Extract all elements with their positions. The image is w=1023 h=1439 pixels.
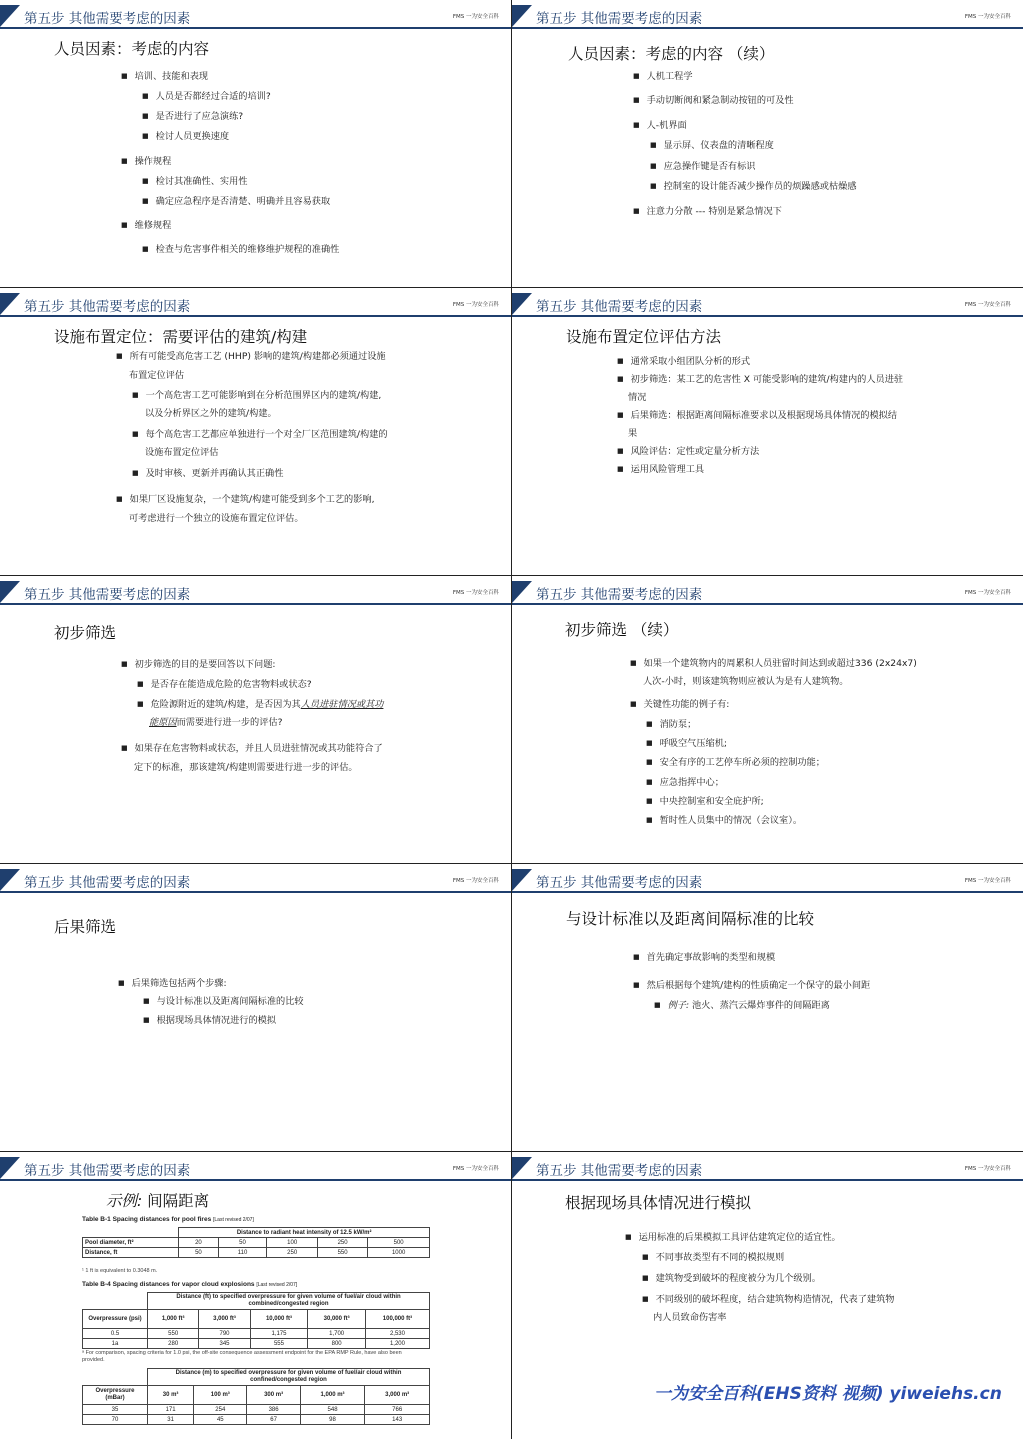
table-cell: 98 (300, 1415, 365, 1425)
slide-9 (0, 1152, 511, 1439)
table-row (83, 1405, 430, 1415)
slide-header-title: 第五步 其他需要考虑的因素 (24, 587, 191, 603)
sub-bullet: ■ 控制室的设计能否减少操作员的烦躁感或枯燥感 (650, 181, 857, 193)
table-cell: 1000 (368, 1248, 430, 1258)
sub-bullet: ■ 及时审核、更新并再确认其正确性 (132, 468, 283, 480)
slide-header-title: 第五步 其他需要考虑的因素 (24, 299, 191, 315)
pool-fire-table (82, 1227, 430, 1258)
slide-header-title: 第五步 其他需要考虑的因素 (536, 11, 703, 27)
slide-10 (512, 1152, 1023, 1439)
table-header-row (83, 1310, 430, 1329)
table-cell: 35 (83, 1405, 148, 1415)
table-cell: 1a (83, 1339, 148, 1349)
header-logo: FMS 一为安全百科 (964, 14, 1011, 20)
slide-header-title: 第五步 其他需要考虑的因素 (536, 875, 703, 891)
sub-bullet (654, 1000, 830, 1012)
row-divider (0, 575, 1023, 576)
table-row (83, 1238, 430, 1248)
sub-bullet: ■ 是否进行了应急演练? (142, 111, 243, 123)
sub-bullet: ■ 每个高危害工艺都应单独进行一个对全厂区范围建筑/构建的 (132, 429, 388, 441)
example-label: 示例: (106, 1192, 143, 1210)
bullet-continuation: 布置定位评估 (129, 370, 185, 381)
table-footnote: ¹ 1 ft is equivalent to 0.3048 m. (82, 1268, 158, 1274)
header-rule (0, 27, 511, 29)
header-triangle-icon (512, 5, 532, 27)
header-triangle-icon (0, 869, 20, 891)
header-rule (512, 1179, 1023, 1181)
table-cell: 70 (83, 1415, 148, 1425)
sub-bullet-text: 危险源附近的建筑/构建，是否因为其 (150, 699, 301, 710)
sub-bullet: ■ 确定应急程序是否清楚、明确并且容易获取 (142, 196, 330, 208)
sub-bullet: ■ 应急操作键是否有标识 (650, 161, 756, 173)
slide-4 (512, 288, 1023, 575)
header-triangle-icon (512, 1157, 532, 1179)
table-cell: 1,200 (365, 1339, 429, 1349)
bullet: ■ 风险评估：定性或定量分析方法 (617, 446, 759, 458)
table-cell: 300 m³ (247, 1386, 300, 1405)
header-rule (512, 27, 1023, 29)
sub-bullet: ■ 建筑物受到破坏的程度被分为几个级别。 (642, 1273, 821, 1285)
bullet-continuation: 果 (628, 428, 638, 439)
table-cell: 100 (267, 1238, 317, 1248)
table-cell: 1,175 (250, 1329, 308, 1339)
table-cell: 10,000 ft³ (250, 1310, 308, 1329)
table-cell (83, 1369, 148, 1386)
table-cell: 500 (368, 1238, 430, 1248)
bullet: ■ 运用标准的后果模拟工具评估建筑定位的适宜性。 (625, 1232, 841, 1244)
table-cell: 1,000 m³ (300, 1386, 365, 1405)
table-row (83, 1415, 430, 1425)
vce-table-ft (82, 1292, 430, 1349)
slide-5 (0, 576, 511, 863)
sub-bullet: ■ 一个高危害工艺可能影响到在分析范围界区内的建筑/构建, (132, 390, 381, 402)
sub-bullet: ■ 不同事故类型有不同的模拟规则 (642, 1252, 784, 1264)
table-cell: 110 (218, 1248, 267, 1258)
bullet: ■ 通常采取小组团队分析的形式 (617, 356, 750, 368)
slide-title: 与设计标准以及距离间隔标准的比较 (566, 910, 815, 928)
bullet-continuation: 可考虑进行一个独立的设施布置定位评估。 (129, 513, 304, 524)
table-cell: 250 (317, 1238, 367, 1248)
slide-title: 设施布置定位评估方法 (566, 328, 722, 346)
table-cell: 143 (365, 1415, 430, 1425)
sub-bullet: ■ 应急指挥中心； (646, 777, 724, 789)
bullet: ■ 操作规程 (121, 156, 171, 168)
table-cell: 280 (148, 1339, 199, 1349)
slide-header-title: 第五步 其他需要考虑的因素 (536, 299, 703, 315)
bullet-continuation (149, 717, 283, 729)
header-logo: FMS 一为安全百科 (964, 878, 1011, 884)
continuation-text: 而需要进行进一步的评估? (176, 717, 283, 728)
slide-title: 设施布置定位：需要评估的建筑/构建 (54, 328, 308, 346)
slide-header-title: 第五步 其他需要考虑的因素 (536, 1163, 703, 1179)
sub-bullet: ■ 安全有序的工艺停车所必须的控制功能； (646, 757, 825, 769)
sub-bullet: ■ 消防泵； (646, 719, 696, 731)
header-logo: FMS 一为安全百科 (452, 878, 499, 884)
slide-title-text: 间隔距离 (142, 1192, 210, 1210)
brand-watermark[interactable]: 一为安全百科(EHS资料 视频) yiweiehs.cn (654, 1384, 1002, 1404)
bullet-continuation: 定下的标准，那该建筑/构建则需要进行进一步的评估。 (134, 762, 358, 773)
table-cell: 1,700 (308, 1329, 366, 1339)
bullet: ■ 初步筛选的目的是要回答以下问题: (121, 659, 276, 671)
sub-bullet: ■ 不同级别的破坏程度，结合建筑物构造情况，代表了建筑物 (642, 1294, 895, 1306)
header-rule (0, 603, 511, 605)
table-cell: 45 (194, 1415, 247, 1425)
table-cell: 800 (308, 1339, 366, 1349)
bullet-continuation: 设施布置定位评估 (145, 447, 219, 458)
bullet: ■ 注意力分散 --- 特别是紧急情况下 (633, 206, 782, 218)
header-logo: FMS 一为安全百科 (452, 590, 499, 596)
sub-bullet: ■ 人员是否都经过合适的培训? (142, 91, 271, 103)
bullet-continuation: 以及分析界区之外的建筑/构建。 (145, 408, 277, 419)
bullet: ■ 后果筛选：根据距离间隔标准要求以及根据现场具体情况的模拟结 (617, 410, 897, 422)
slide-header-title: 第五步 其他需要考虑的因素 (24, 875, 191, 891)
header-triangle-icon (0, 1157, 20, 1179)
table-cell: 30 m³ (148, 1386, 194, 1405)
slide-6 (512, 576, 1023, 863)
table-cell: 100,000 ft³ (365, 1310, 429, 1329)
emphasis-text: 人员进驻情况或其功 (300, 699, 384, 710)
bullet-continuation: 内人员致命伤害率 (653, 1312, 727, 1323)
bullet: ■ 人-机界面 (633, 120, 687, 132)
header-triangle-icon (0, 293, 20, 315)
sub-bullet: ■ 暂时性人员集中的情况（会议室）。 (646, 815, 802, 827)
table-cell: 3,000 m³ (365, 1386, 430, 1405)
header-logo: FMS 一为安全百科 (452, 14, 499, 20)
row-divider (0, 287, 1023, 288)
example-label: 例子: (667, 1000, 690, 1011)
table-cell: 555 (250, 1339, 308, 1349)
sub-bullet: ■ 显示屏、仪表盘的清晰程度 (650, 140, 774, 152)
sub-bullet: ■ 与设计标准以及距离间隔标准的比较 (143, 996, 304, 1008)
table-cell: 1,000 ft³ (148, 1310, 199, 1329)
table-header-row (83, 1293, 430, 1310)
bullet: ■ 后果筛选包括两个步骤: (118, 978, 227, 990)
row-divider (0, 1151, 1023, 1152)
header-rule (512, 891, 1023, 893)
sub-bullet: ■ 呼吸空气压缩机; (646, 738, 727, 750)
table-header: Distance (ft) to specified overpressure for given volume of fuel/air cloud within combined/congested region (148, 1293, 430, 1310)
bullet-continuation: 情况 (628, 392, 647, 403)
header-triangle-icon (0, 581, 20, 603)
table-cell: 766 (365, 1405, 430, 1415)
table-cell: 67 (247, 1415, 300, 1425)
vce-table-m (82, 1368, 430, 1425)
emphasis-text: 能原因 (149, 717, 177, 728)
table-cell: 254 (194, 1405, 247, 1415)
slide-8 (512, 864, 1023, 1151)
header-triangle-icon (0, 5, 20, 27)
table-cell (83, 1228, 179, 1238)
table-cell: Overpressure (mBar) (83, 1386, 148, 1405)
sub-bullet (137, 679, 312, 691)
bullet: ■ 如果一个建筑物内的周累积人员驻留时间达到或超过336 (2x24x7) (630, 658, 917, 670)
table-cell: 345 (199, 1339, 250, 1349)
header-logo: FMS 一为安全百科 (964, 1166, 1011, 1172)
bullet: ■ 手动切断阀和紧急制动按钮的可及性 (633, 95, 794, 107)
table-cell: Overpressure (psi) (83, 1310, 148, 1329)
table-cell: 50 (218, 1238, 267, 1248)
row-divider (0, 863, 1023, 864)
sub-bullet (137, 699, 383, 711)
slide-3 (0, 288, 511, 575)
bullet: ■ 关键性功能的例子有: (630, 699, 729, 711)
slide-7 (0, 864, 511, 1151)
header-rule (0, 1179, 511, 1181)
table-cell: 171 (148, 1405, 194, 1415)
bullet: ■ 首先确定事故影响的类型和规模 (633, 952, 775, 964)
bullet: ■ 初步筛选：某工艺的危害性 X 可能受影响的建筑/构建内的人员进驻 (617, 374, 903, 386)
slide-title: 初步筛选 （续） (565, 621, 679, 639)
table-header-row (83, 1228, 430, 1238)
slide-title: 人员因素：考虑的内容 （续） (568, 45, 775, 63)
sub-bullet: ■ 根据现场具体情况进行的模拟 (143, 1015, 276, 1027)
column-divider (511, 0, 512, 1439)
bullet: ■ 如果存在危害物料或状态，并且人员进驻情况或其功能符合了 (121, 743, 383, 755)
header-rule (512, 315, 1023, 317)
header-rule (0, 315, 511, 317)
slide-title: 根据现场具体情况进行模拟 (565, 1194, 752, 1212)
table-cell: 550 (317, 1248, 367, 1258)
bullet: ■ 运用风险管理工具 (617, 464, 704, 476)
table-header-row (83, 1386, 430, 1405)
bullet: ■ 培训、技能和表现 (121, 71, 208, 83)
header-logo: FMS 一为安全百科 (452, 1166, 499, 1172)
slide-header-title: 第五步 其他需要考虑的因素 (24, 1163, 191, 1179)
table-header: Distance to radiant heat intensity of 12.5 kW/m² (179, 1228, 430, 1238)
table-cell: 3,000 ft³ (199, 1310, 250, 1329)
table-cell: 30,000 ft³ (308, 1310, 366, 1329)
slide-header-title: 第五步 其他需要考虑的因素 (24, 11, 191, 27)
table-cell: 0.5 (83, 1329, 148, 1339)
bullet: ■ 人机工程学 (633, 71, 693, 83)
table-cell: Distance, ft (83, 1248, 179, 1258)
slide-title: 初步筛选 (54, 624, 117, 642)
table-cell (83, 1293, 148, 1310)
header-triangle-icon (512, 293, 532, 315)
table-row (83, 1248, 430, 1258)
table-cell: 548 (300, 1405, 365, 1415)
table-cell: Pool diameter, ft² (83, 1238, 179, 1248)
bullet: ■ 然后根据每个建筑/建构的性质确定一个保守的最小间距 (633, 980, 870, 992)
caption-text: Table B-1 Spacing distances for pool fires (82, 1216, 212, 1223)
sub-bullet: ■ 检查与危害事件相关的维修维护规程的准确性 (142, 244, 339, 256)
table-row (83, 1339, 430, 1349)
slide-title: 后果筛选 (54, 918, 117, 936)
sub-bullet: ■ 中央控制室和安全庇护所; (646, 796, 764, 808)
table-cell: 550 (148, 1329, 199, 1339)
header-logo: FMS 一为安全百科 (964, 302, 1011, 308)
slide-2 (512, 0, 1023, 287)
sub-bullet: ■ 检讨人员更换速度 (142, 131, 229, 143)
table-header: Distance (m) to specified overpressure for given volume of fuel/air cloud within confined/congested region (148, 1369, 430, 1386)
sub-bullet-text: 是否存在能造成危险的危害物料或状态? (150, 679, 312, 690)
revision-note: [Last revised 2/07] (256, 1282, 298, 1288)
bullet: ■ 如果厂区设施复杂，一个建筑/构建可能受到多个工艺的影响, (116, 494, 375, 506)
header-logo: FMS 一为安全百科 (964, 590, 1011, 596)
header-triangle-icon (512, 869, 532, 891)
table-caption (82, 1281, 297, 1288)
table-caption (82, 1216, 254, 1223)
bullet: ■ 维修规程 (121, 220, 171, 232)
table-cell: 790 (199, 1329, 250, 1339)
header-triangle-icon (512, 581, 532, 603)
slide-title (106, 1189, 209, 1211)
sub-bullet: ■ 检讨其准确性、实用性 (142, 176, 248, 188)
table-footnote: ᵃ For comparison, spacing criteria for 1.0 psi, the off-site consequence assessment endpoint for the EPA RMP Rule, have also been provided. (82, 1350, 402, 1363)
header-rule (512, 603, 1023, 605)
table-cell: 100 m³ (194, 1386, 247, 1405)
table-cell: 386 (247, 1405, 300, 1415)
caption-text: Table B-4 Spacing distances for vapor cloud explosions (82, 1281, 255, 1288)
table-row (83, 1329, 430, 1339)
slide-title: 人员因素：考虑的内容 (54, 40, 210, 58)
slide-1 (0, 0, 511, 287)
header-rule (0, 891, 511, 893)
revision-note: [Last revised 2/07] (213, 1217, 254, 1223)
slide-header-title: 第五步 其他需要考虑的因素 (536, 587, 703, 603)
bullet: ■ 所有可能受高危害工艺 (HHP) 影响的建筑/构建都必须通过设施 (116, 351, 386, 363)
table-cell: 20 (179, 1238, 218, 1248)
sub-bullet-text: 池火、蒸汽云爆炸事件的间隔距离 (689, 1000, 830, 1011)
bullet-continuation: 人次-小时，则该建筑物则应被认为是有人建筑物。 (643, 676, 849, 687)
table-cell: 31 (148, 1415, 194, 1425)
header-logo: FMS 一为安全百科 (452, 302, 499, 308)
table-cell: 2,530 (365, 1329, 429, 1339)
table-cell: 250 (267, 1248, 317, 1258)
table-cell: 50 (179, 1248, 218, 1258)
table-header-row (83, 1369, 430, 1386)
